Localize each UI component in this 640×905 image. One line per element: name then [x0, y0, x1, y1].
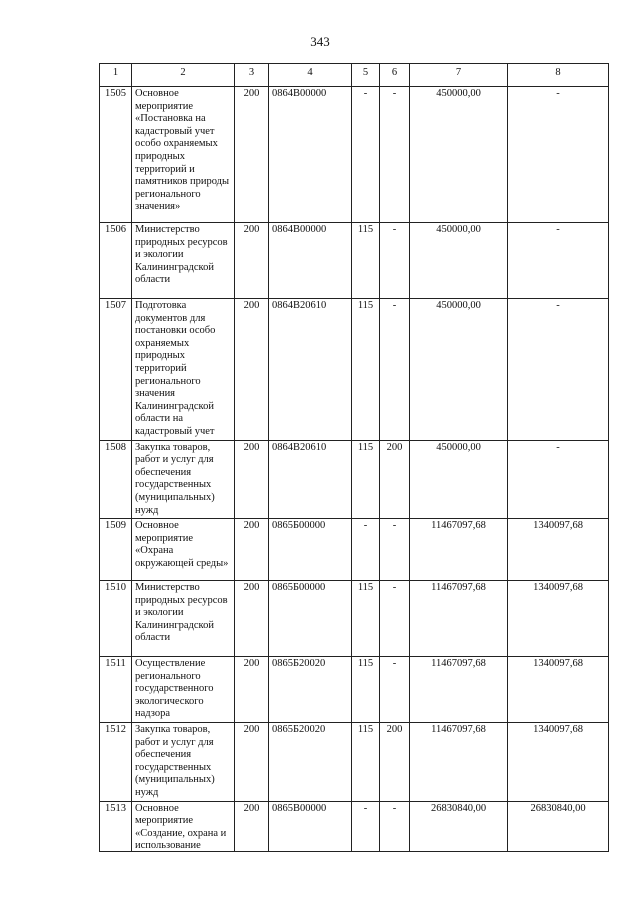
- row-name: Основное мероприятие «Постановка на кадастровый учет особо охраняемых природных территорий и памятников природы регионального значения»: [132, 87, 235, 223]
- col-header-5: 5: [352, 64, 380, 87]
- row-col3: 200: [235, 299, 269, 441]
- row-amount-2: -: [508, 299, 609, 441]
- row-col6: -: [380, 519, 410, 581]
- row-amount-2: 1340097,68: [508, 581, 609, 657]
- row-col6: -: [380, 581, 410, 657]
- row-name: Основное мероприятие «Охрана окружающей среды»: [132, 519, 235, 581]
- row-number: 1505: [100, 87, 132, 223]
- row-amount-2: -: [508, 440, 609, 519]
- col-header-7: 7: [410, 64, 508, 87]
- row-code: 0865Б00000: [269, 581, 352, 657]
- row-number: 1506: [100, 223, 132, 299]
- row-name: Министерство природных ресурсов и экологии Калининградской области: [132, 223, 235, 299]
- row-col5: -: [352, 801, 380, 851]
- row-amount-1: 11467097,68: [410, 581, 508, 657]
- row-amount-1: 11467097,68: [410, 657, 508, 723]
- row-number: 1508: [100, 440, 132, 519]
- row-col3: 200: [235, 723, 269, 802]
- row-col5: 115: [352, 657, 380, 723]
- table-row: [100, 581, 609, 657]
- row-col6: -: [380, 801, 410, 851]
- row-name: Закупка товаров, работ и услуг для обеспечения государственных (муниципальных) нужд: [132, 440, 235, 519]
- row-col5: 115: [352, 581, 380, 657]
- page-number: 343: [310, 34, 330, 49]
- row-col5: -: [352, 87, 380, 223]
- row-code: 0864В20610: [269, 440, 352, 519]
- header-row: [100, 64, 609, 87]
- row-amount-1: 450000,00: [410, 223, 508, 299]
- row-col6: 200: [380, 723, 410, 802]
- row-amount-2: 26830840,00: [508, 801, 609, 851]
- row-amount-2: 1340097,68: [508, 519, 609, 581]
- row-col6: -: [380, 87, 410, 223]
- row-col5: 115: [352, 723, 380, 802]
- row-col3: 200: [235, 801, 269, 851]
- row-code: 0865Б20020: [269, 657, 352, 723]
- row-col6: 200: [380, 440, 410, 519]
- row-col3: 200: [235, 657, 269, 723]
- col-header-2: 2: [132, 64, 235, 87]
- col-header-3: 3: [235, 64, 269, 87]
- row-amount-2: -: [508, 87, 609, 223]
- row-col3: 200: [235, 87, 269, 223]
- row-col3: 200: [235, 223, 269, 299]
- row-amount-1: 11467097,68: [410, 723, 508, 802]
- row-name: Министерство природных ресурсов и экологии Калининградской области: [132, 581, 235, 657]
- row-col6: -: [380, 299, 410, 441]
- row-col5: 115: [352, 299, 380, 441]
- row-code: 0865В00000: [269, 801, 352, 851]
- row-code: 0865Б00000: [269, 519, 352, 581]
- table-row: [100, 299, 609, 441]
- row-code: 0865Б20020: [269, 723, 352, 802]
- row-amount-2: -: [508, 223, 609, 299]
- row-name: Подготовка документов для постановки особо охраняемых природных территорий регионального значения Калининградской области на кадастровый учет: [132, 299, 235, 441]
- row-amount-1: 450000,00: [410, 87, 508, 223]
- table-row: [100, 657, 609, 723]
- row-col6: -: [380, 657, 410, 723]
- table-row: [100, 519, 609, 581]
- table-row: [100, 801, 609, 851]
- row-code: 0864В00000: [269, 87, 352, 223]
- row-number: 1507: [100, 299, 132, 441]
- budget-table: [99, 63, 609, 852]
- row-number: 1512: [100, 723, 132, 802]
- row-number: 1511: [100, 657, 132, 723]
- row-number: 1513: [100, 801, 132, 851]
- row-col3: 200: [235, 581, 269, 657]
- row-amount-1: 450000,00: [410, 440, 508, 519]
- col-header-6: 6: [380, 64, 410, 87]
- row-code: 0864В20610: [269, 299, 352, 441]
- row-number: 1509: [100, 519, 132, 581]
- row-amount-1: 26830840,00: [410, 801, 508, 851]
- col-header-1: 1: [100, 64, 132, 87]
- row-amount-1: 11467097,68: [410, 519, 508, 581]
- col-header-4: 4: [269, 64, 352, 87]
- table-row: [100, 440, 609, 519]
- row-amount-2: 1340097,68: [508, 723, 609, 802]
- row-name: Осуществление регионального государственного экологического надзора: [132, 657, 235, 723]
- table-row: [100, 723, 609, 802]
- col-header-8: 8: [508, 64, 609, 87]
- table-row: [100, 223, 609, 299]
- row-col5: -: [352, 519, 380, 581]
- row-number: 1510: [100, 581, 132, 657]
- row-amount-1: 450000,00: [410, 299, 508, 441]
- row-col3: 200: [235, 519, 269, 581]
- row-name: Основное мероприятие «Создание, охрана и использование: [135, 802, 227, 852]
- row-col5: 115: [352, 223, 380, 299]
- row-col6: -: [380, 223, 410, 299]
- row-code: 0864В00000: [269, 223, 352, 299]
- table-row: [100, 87, 609, 223]
- row-col5: 115: [352, 440, 380, 519]
- row-name: Закупка товаров, работ и услуг для обеспечения государственных (муниципальных) нужд: [132, 723, 235, 802]
- row-amount-2: 1340097,68: [508, 657, 609, 723]
- row-col3: 200: [235, 440, 269, 519]
